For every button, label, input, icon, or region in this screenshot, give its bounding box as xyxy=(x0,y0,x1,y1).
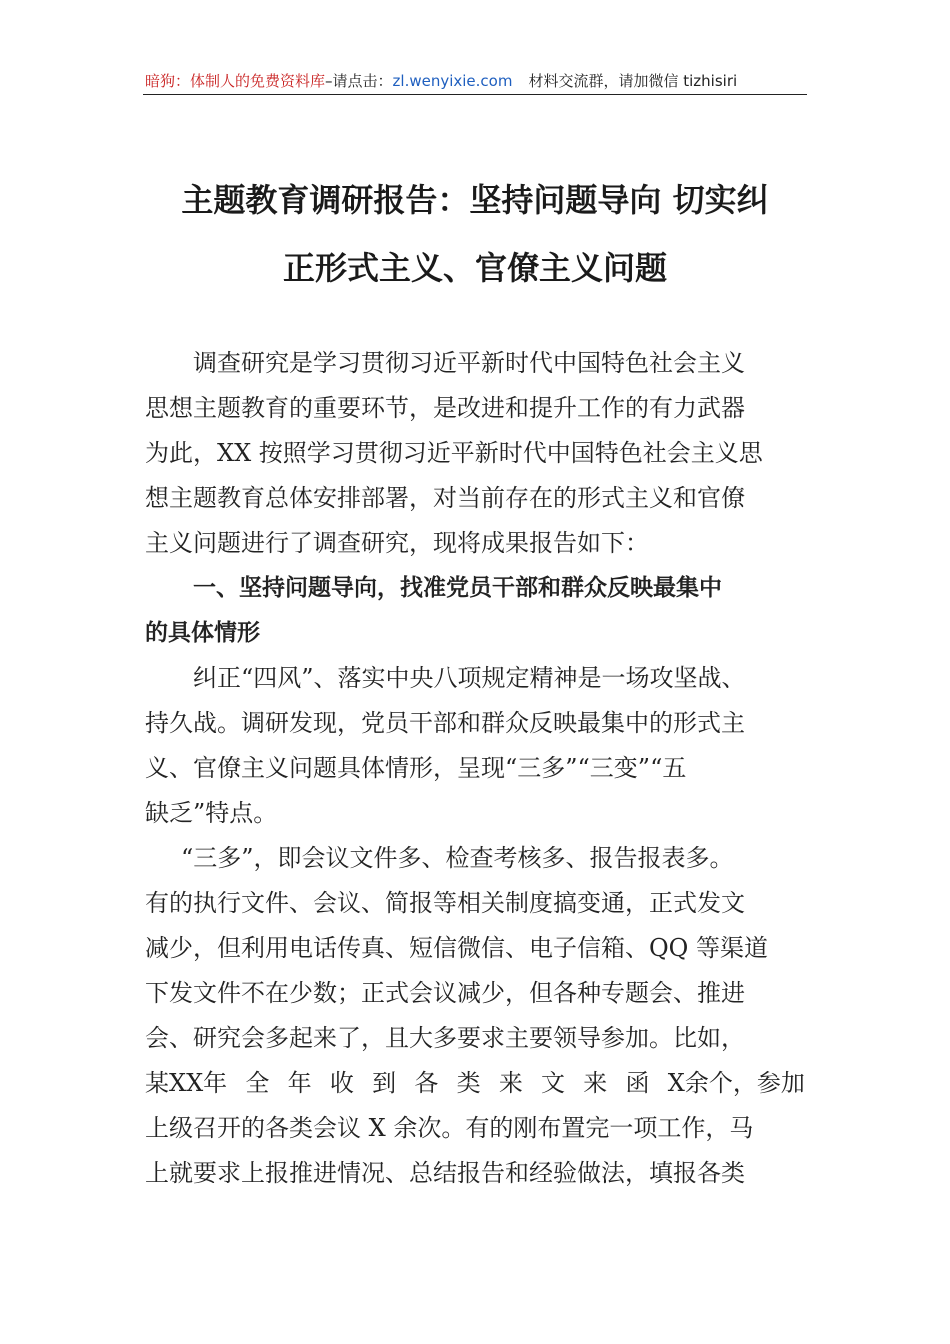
paragraph-line: 会、研究会多起来了，且大多要求主要领导参加。比如， xyxy=(145,1024,745,1052)
paragraph-line: 减少，但利用电话传真、短信微信、电子信箱、QQ 等渠道 xyxy=(145,934,768,962)
line-segment: 来 xyxy=(498,1069,523,1097)
document-title-line-2: 正形式主义、官僚主义问题 xyxy=(282,249,667,287)
line-segment: 函 xyxy=(625,1069,650,1097)
paragraph-line: 为此，XX 按照学习贯彻习近平新时代中国特色社会主义思 xyxy=(145,439,763,467)
line-segment: 某XX年 xyxy=(145,1069,228,1097)
header-group-note: 材料交流群，请加微信 tizhisiri xyxy=(528,72,738,90)
line-segment: 文 xyxy=(541,1069,566,1097)
document-title-line-1: 主题教育调研报告：坚持问题导向 切实纠 xyxy=(181,181,769,219)
paragraph-line: 上就要求上报推进情况、总结报告和经验做法，填报各类 xyxy=(145,1159,745,1187)
line-segment: 到 xyxy=(372,1069,397,1097)
line-segment: 来 xyxy=(583,1069,608,1097)
header-brand[interactable]: 暗狗：体制人的免费资料库 xyxy=(145,72,326,90)
paragraph-line: “三多”，即会议文件多、检查考核多、报告报表多。 xyxy=(181,844,734,872)
line-segment: X余个，参加 xyxy=(667,1069,805,1097)
header-divider xyxy=(143,94,807,95)
paragraph-line: 持久战。调研发现，党员干部和群众反映最集中的形式主 xyxy=(145,709,745,737)
paragraph-line: 缺乏”特点。 xyxy=(145,799,278,827)
paragraph-line: 主义问题进行了调查研究，现将成果报告如下： xyxy=(145,529,649,557)
header-url-link[interactable]: zl.wenyixie.com xyxy=(392,72,513,90)
section-heading-line: 的具体情形 xyxy=(145,620,260,646)
header-banner xyxy=(145,70,805,94)
paragraph-line: 下发文件不在少数；正式会议减少，但各种专题会、推进 xyxy=(145,979,745,1007)
paragraph-line: 义、官僚主义问题具体情形，呈现“三多”“三变”“五 xyxy=(145,754,687,782)
line-segment: 年 xyxy=(287,1069,312,1097)
paragraph-line: 思想主题教育的重要环节，是改进和提升工作的有力武器 xyxy=(145,394,745,422)
section-heading-line: 一、坚持问题导向，找准党员干部和群众反映最集中 xyxy=(193,575,722,601)
line-segment: 收 xyxy=(329,1069,354,1097)
line-segment: 类 xyxy=(456,1069,481,1097)
justified-paragraph-line xyxy=(145,1068,805,1098)
paragraph-line: 调查研究是学习贯彻习近平新时代中国特色社会主义 xyxy=(193,349,745,377)
header-click-prefix: –请点击： xyxy=(325,72,393,90)
paragraph-line: 想主题教育总体安排部署，对当前存在的形式主义和官僚 xyxy=(145,484,745,512)
line-segment: 各 xyxy=(414,1069,439,1097)
paragraph-line: 上级召开的各类会议 X 余次。有的刚布置完一项工作，马 xyxy=(145,1114,754,1142)
paragraph-line: 纠正“四风”、落实中央八项规定精神是一场攻坚战、 xyxy=(193,664,746,692)
line-segment: 全 xyxy=(245,1069,270,1097)
paragraph-line: 有的执行文件、会议、简报等相关制度搞变通，正式发文 xyxy=(145,889,745,917)
